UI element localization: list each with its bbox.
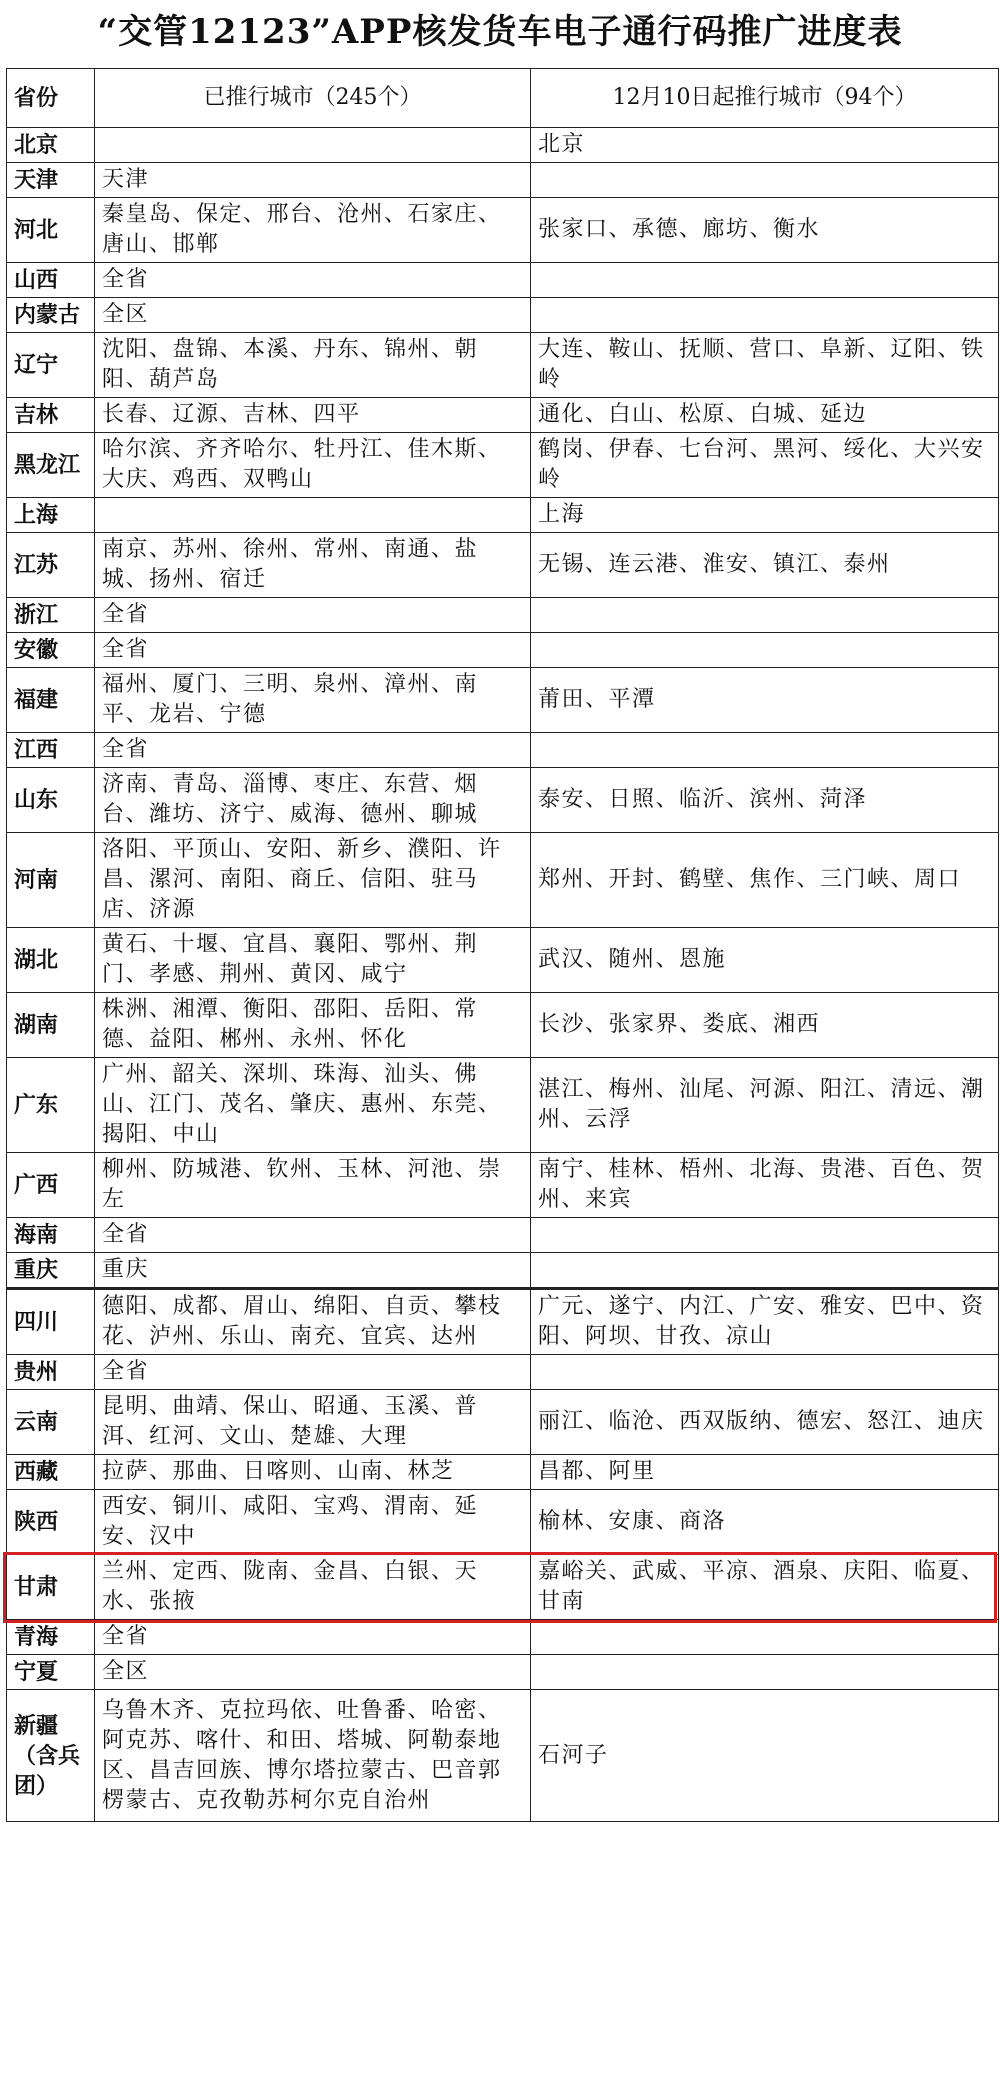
upcoming-cities-cell: 嘉峪关、武威、平凉、酒泉、庆阳、临夏、甘南: [531, 1555, 999, 1620]
province-cell: 新疆（含兵团）: [7, 1690, 95, 1822]
province-cell: 黑龙江: [7, 433, 95, 498]
upcoming-cities-cell: 北京: [531, 128, 999, 163]
province-cell: 陕西: [7, 1490, 95, 1555]
promoted-cities-cell: 西安、铜川、咸阳、宝鸡、渭南、延安、汉中: [95, 1490, 531, 1555]
upcoming-cities-cell: 鹤岗、伊春、七台河、黑河、绥化、大兴安岭: [531, 433, 999, 498]
upcoming-cities-cell: 湛江、梅州、汕尾、河源、阳江、清远、潮州、云浮: [531, 1058, 999, 1153]
upcoming-cities-cell: [531, 598, 999, 633]
province-cell: 福建: [7, 668, 95, 733]
upcoming-cities-cell: 上海: [531, 498, 999, 533]
upcoming-cities-cell: [531, 733, 999, 768]
province-cell: 河北: [7, 198, 95, 263]
province-cell: 广西: [7, 1153, 95, 1218]
promoted-cities-cell: 济南、青岛、淄博、枣庄、东营、烟台、潍坊、济宁、威海、德州、聊城: [95, 768, 531, 833]
table-row: [7, 1289, 999, 1355]
promoted-cities-cell: 全区: [95, 298, 531, 333]
province-cell: 重庆: [7, 1253, 95, 1289]
upcoming-cities-cell: 榆林、安康、商洛: [531, 1490, 999, 1555]
promoted-cities-cell: 重庆: [95, 1253, 531, 1289]
upcoming-cities-cell: 莆田、平潭: [531, 668, 999, 733]
province-cell: 安徽: [7, 633, 95, 668]
upcoming-cities-cell: 昌都、阿里: [531, 1455, 999, 1490]
promoted-cities-cell: [95, 498, 531, 533]
table-row: [7, 1455, 999, 1490]
province-cell: 湖南: [7, 993, 95, 1058]
province-cell: 山东: [7, 768, 95, 833]
table-row: [7, 1655, 999, 1690]
province-cell: 浙江: [7, 598, 95, 633]
table-row: [7, 1490, 999, 1555]
table-row: [7, 768, 999, 833]
table-row: [7, 1218, 999, 1253]
promoted-cities-cell: 全省: [95, 1620, 531, 1655]
promoted-cities-cell: 洛阳、平顶山、安阳、新乡、濮阳、许昌、漯河、南阳、商丘、信阳、驻马店、济源: [95, 833, 531, 928]
promoted-cities-cell: 全区: [95, 1655, 531, 1690]
table-row: [7, 598, 999, 633]
promoted-cities-cell: [95, 128, 531, 163]
promoted-cities-cell: 长春、辽源、吉林、四平: [95, 398, 531, 433]
promoted-cities-cell: 全省: [95, 1218, 531, 1253]
table-row: [7, 833, 999, 928]
upcoming-cities-cell: 通化、白山、松原、白城、延边: [531, 398, 999, 433]
upcoming-cities-cell: [531, 633, 999, 668]
promoted-cities-cell: 拉萨、那曲、日喀则、山南、林芝: [95, 1455, 531, 1490]
province-cell: 山西: [7, 263, 95, 298]
promoted-cities-cell: 沈阳、盘锦、本溪、丹东、锦州、朝阳、葫芦岛: [95, 333, 531, 398]
table-row: [7, 1690, 999, 1822]
upcoming-cities-cell: [531, 263, 999, 298]
table-row: [7, 633, 999, 668]
upcoming-cities-cell: 武汉、随州、恩施: [531, 928, 999, 993]
table-header: [7, 69, 999, 128]
table-row: [7, 333, 999, 398]
province-cell: 宁夏: [7, 1655, 95, 1690]
upcoming-cities-cell: 张家口、承德、廊坊、衡水: [531, 198, 999, 263]
province-cell: 甘肃: [7, 1555, 95, 1620]
promoted-cities-cell: 广州、韶关、深圳、珠海、汕头、佛山、江门、茂名、肇庆、惠州、东莞、揭阳、中山: [95, 1058, 531, 1153]
header-row: [7, 69, 999, 128]
promoted-cities-cell: 兰州、定西、陇南、金昌、白银、天水、张掖: [95, 1555, 531, 1620]
upcoming-cities-cell: 长沙、张家界、娄底、湘西: [531, 993, 999, 1058]
promoted-cities-cell: 全省: [95, 733, 531, 768]
header-promoted: 已推行城市（245个）: [95, 69, 531, 128]
province-cell: 上海: [7, 498, 95, 533]
upcoming-cities-cell: [531, 1253, 999, 1289]
promoted-cities-cell: 天津: [95, 163, 531, 198]
table-row: [7, 928, 999, 993]
table-row: [7, 993, 999, 1058]
table-row: [7, 668, 999, 733]
table-row: [7, 498, 999, 533]
upcoming-cities-cell: 无锡、连云港、淮安、镇江、泰州: [531, 533, 999, 598]
table-row: [7, 433, 999, 498]
table-row: [7, 1153, 999, 1218]
promoted-cities-cell: 全省: [95, 263, 531, 298]
progress-table: [6, 68, 999, 1822]
table-row: [7, 533, 999, 598]
upcoming-cities-cell: [531, 1218, 999, 1253]
header-upcoming: 12月10日起推行城市（94个）: [531, 69, 999, 128]
header-province: 省份: [7, 69, 95, 128]
table-row: [7, 1620, 999, 1655]
province-cell: 辽宁: [7, 333, 95, 398]
promoted-cities-cell: 全省: [95, 598, 531, 633]
upcoming-cities-cell: [531, 1355, 999, 1390]
province-cell: 湖北: [7, 928, 95, 993]
page-title: “交管12123”APP核发货车电子通行码推广进度表: [97, 12, 903, 52]
promoted-cities-cell: 全省: [95, 633, 531, 668]
table-row: [7, 1390, 999, 1455]
province-cell: 贵州: [7, 1355, 95, 1390]
promoted-cities-cell: 德阳、成都、眉山、绵阳、自贡、攀枝花、泸州、乐山、南充、宜宾、达州: [95, 1289, 531, 1355]
province-cell: 河南: [7, 833, 95, 928]
upcoming-cities-cell: 泰安、日照、临沂、滨州、菏泽: [531, 768, 999, 833]
promoted-cities-cell: 昆明、曲靖、保山、昭通、玉溪、普洱、红河、文山、楚雄、大理: [95, 1390, 531, 1455]
table-row: [7, 263, 999, 298]
province-cell: 天津: [7, 163, 95, 198]
table-row: [7, 298, 999, 333]
promoted-cities-cell: 哈尔滨、齐齐哈尔、牡丹江、佳木斯、大庆、鸡西、双鸭山: [95, 433, 531, 498]
table-row: [7, 398, 999, 433]
table-body: [7, 128, 999, 1822]
table-row: [7, 198, 999, 263]
table-row: [7, 733, 999, 768]
upcoming-cities-cell: 郑州、开封、鹤壁、焦作、三门峡、周口: [531, 833, 999, 928]
upcoming-cities-cell: 丽江、临沧、西双版纳、德宏、怒江、迪庆: [531, 1390, 999, 1455]
upcoming-cities-cell: 大连、鞍山、抚顺、营口、阜新、辽阳、铁岭: [531, 333, 999, 398]
table-row: [7, 128, 999, 163]
upcoming-cities-cell: 广元、遂宁、内江、广安、雅安、巴中、资阳、阿坝、甘孜、凉山: [531, 1289, 999, 1355]
province-cell: 四川: [7, 1289, 95, 1355]
province-cell: 江西: [7, 733, 95, 768]
table-row: [7, 1355, 999, 1390]
upcoming-cities-cell: [531, 298, 999, 333]
upcoming-cities-cell: [531, 1655, 999, 1690]
promoted-cities-cell: 乌鲁木齐、克拉玛依、吐鲁番、哈密、阿克苏、喀什、和田、塔城、阿勒泰地区、昌吉回族、博尔塔拉蒙古、巴音郭楞蒙古、克孜勒苏柯尔克自治州: [95, 1690, 531, 1822]
upcoming-cities-cell: [531, 1620, 999, 1655]
promoted-cities-cell: 福州、厦门、三明、泉州、漳州、南平、龙岩、宁德: [95, 668, 531, 733]
table-row: [7, 163, 999, 198]
province-cell: 广东: [7, 1058, 95, 1153]
province-cell: 青海: [7, 1620, 95, 1655]
upcoming-cities-cell: [531, 163, 999, 198]
promoted-cities-cell: 南京、苏州、徐州、常州、南通、盐城、扬州、宿迁: [95, 533, 531, 598]
promoted-cities-cell: 黄石、十堰、宜昌、襄阳、鄂州、荆门、孝感、荆州、黄冈、咸宁: [95, 928, 531, 993]
province-cell: 云南: [7, 1390, 95, 1455]
province-cell: 海南: [7, 1218, 95, 1253]
province-cell: 吉林: [7, 398, 95, 433]
table-row: [7, 1058, 999, 1153]
table-row: [7, 1253, 999, 1289]
upcoming-cities-cell: 石河子: [531, 1690, 999, 1822]
promoted-cities-cell: 秦皇岛、保定、邢台、沧州、石家庄、唐山、邯郸: [95, 198, 531, 263]
province-cell: 江苏: [7, 533, 95, 598]
province-cell: 北京: [7, 128, 95, 163]
province-cell: 西藏: [7, 1455, 95, 1490]
upcoming-cities-cell: 南宁、桂林、梧州、北海、贵港、百色、贺州、来宾: [531, 1153, 999, 1218]
promoted-cities-cell: 株洲、湘潭、衡阳、邵阳、岳阳、常德、益阳、郴州、永州、怀化: [95, 993, 531, 1058]
province-cell: 内蒙古: [7, 298, 95, 333]
promoted-cities-cell: 全省: [95, 1355, 531, 1390]
promoted-cities-cell: 柳州、防城港、钦州、玉林、河池、崇左: [95, 1153, 531, 1218]
table-row: [7, 1555, 999, 1620]
